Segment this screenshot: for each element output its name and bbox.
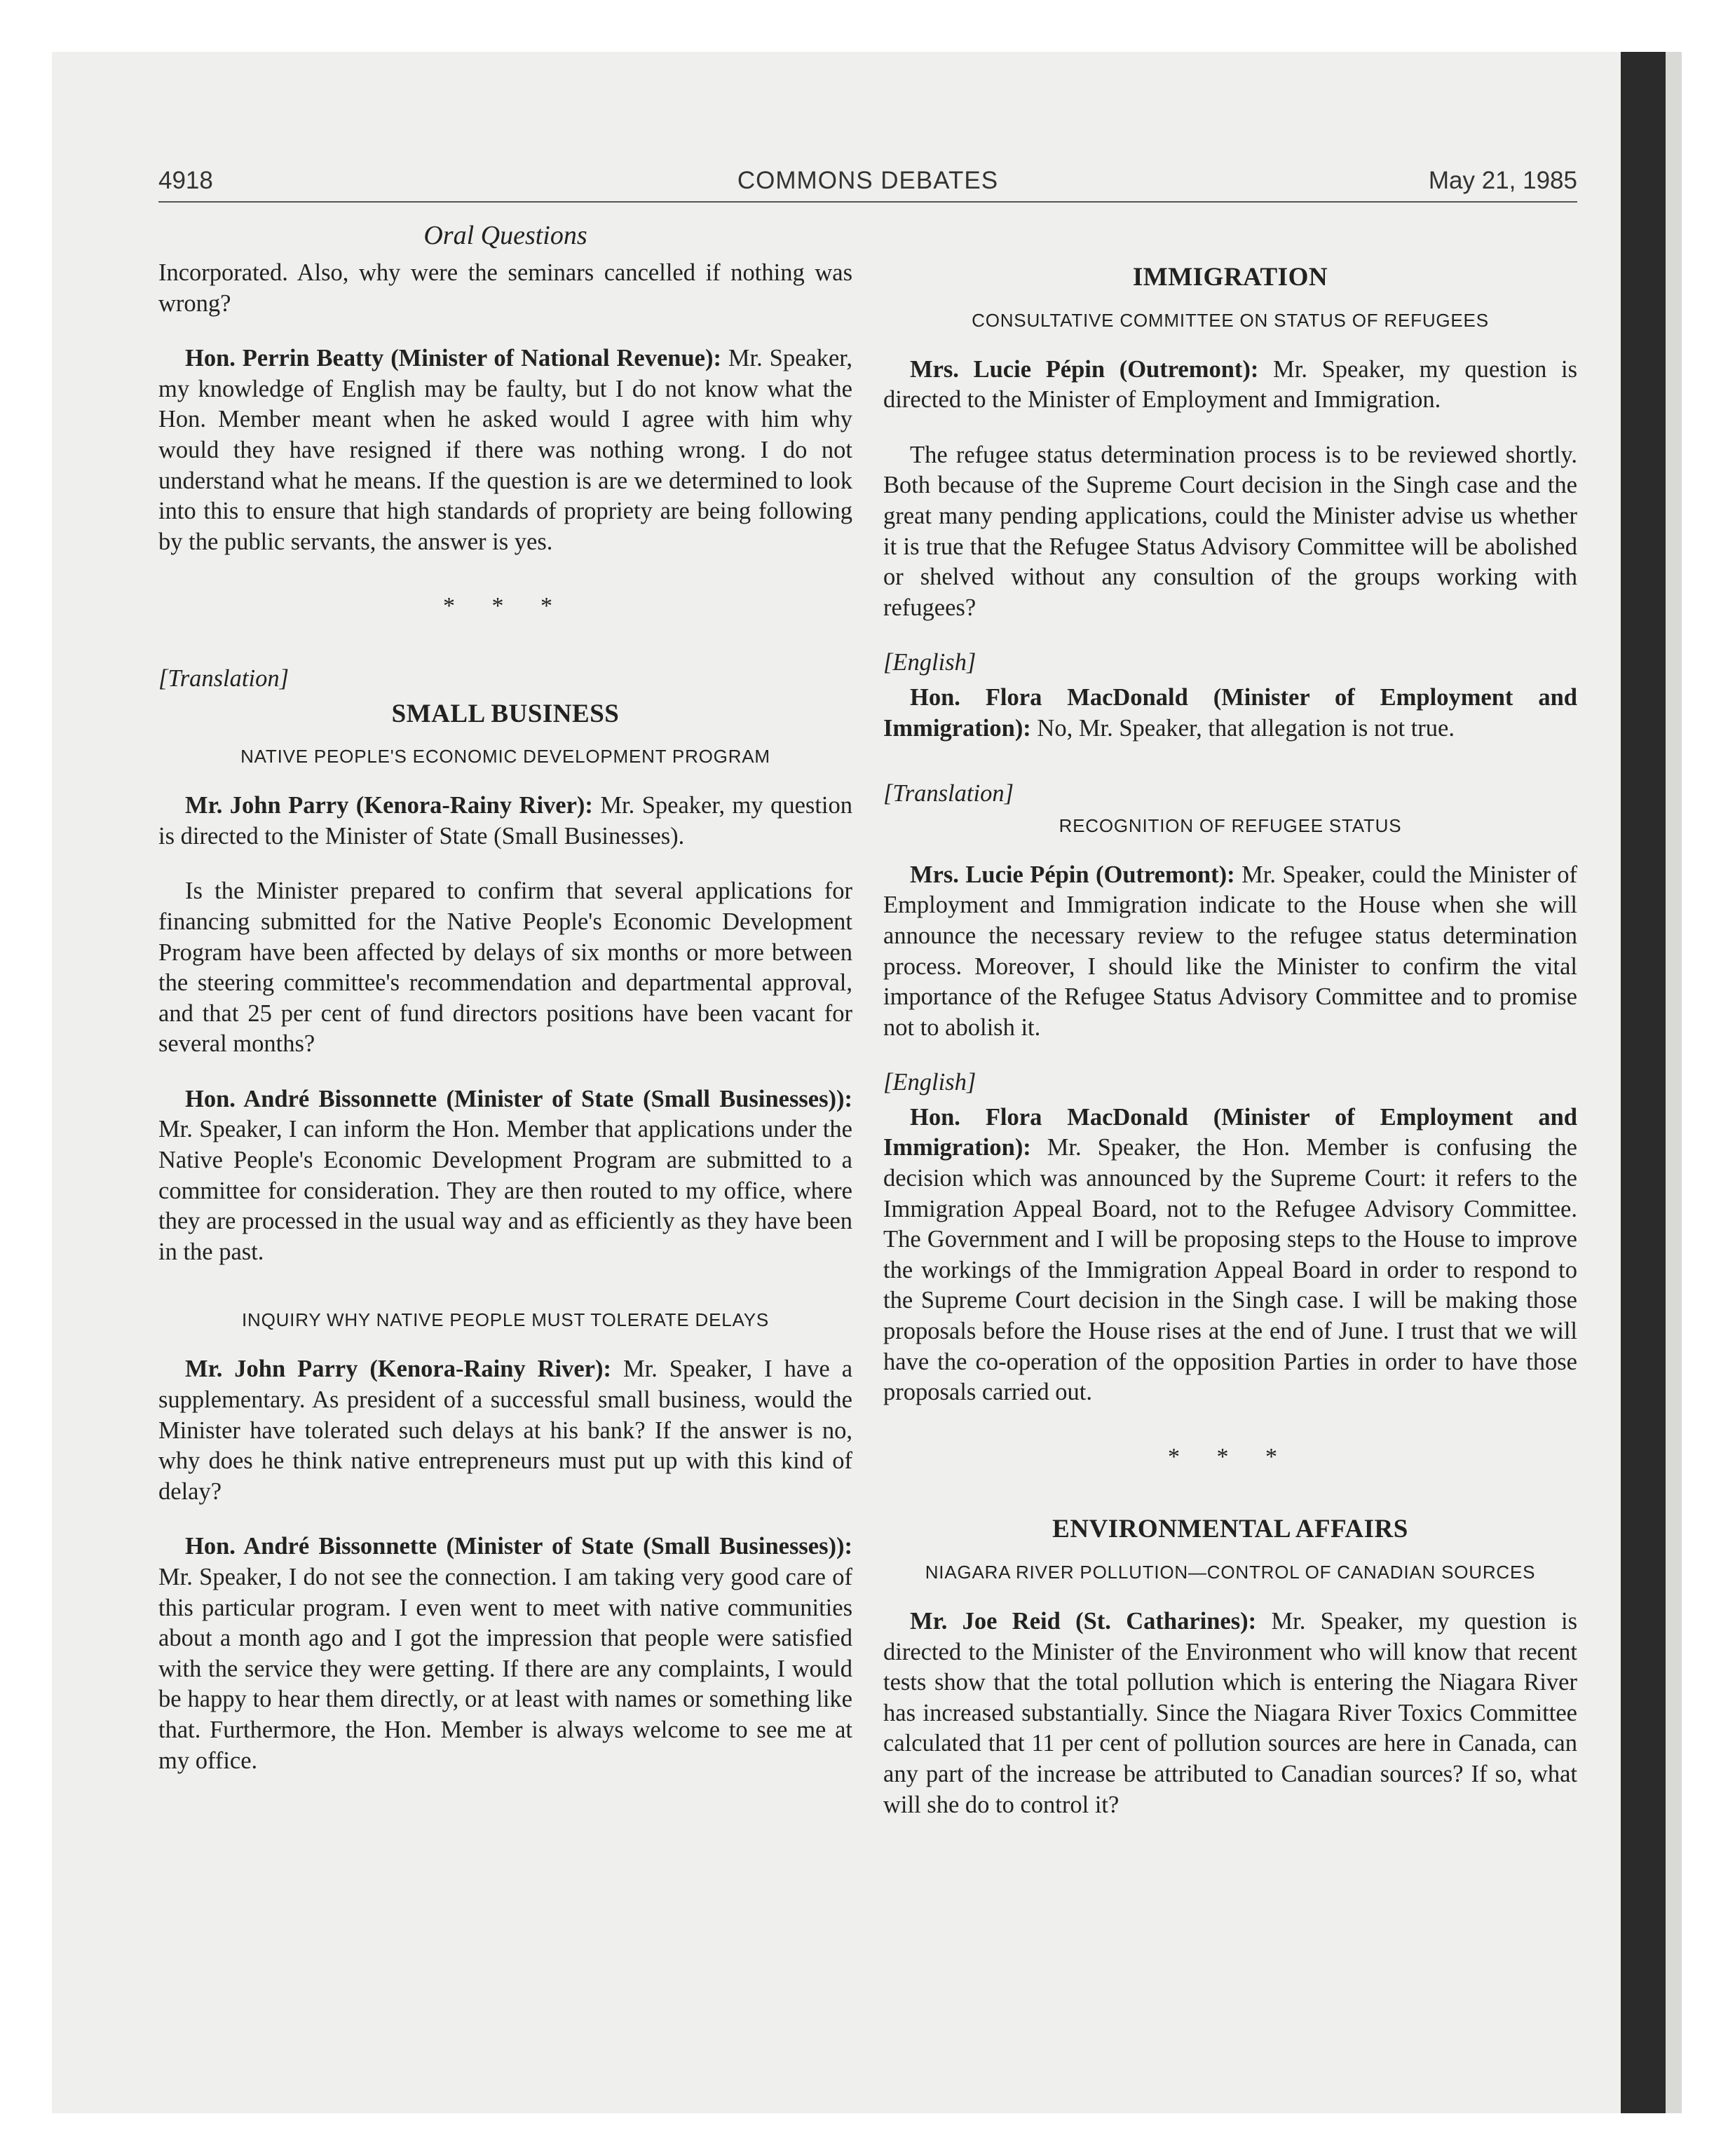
speaker-name: Mr. John Parry (Kenora-Rainy River): — [185, 792, 593, 819]
language-note: [English] — [883, 1069, 977, 1096]
section-divider: * * * — [1168, 1443, 1293, 1470]
header-rule — [158, 201, 1577, 203]
paragraph — [883, 683, 1577, 744]
section-divider: * * * — [443, 593, 568, 620]
scan-margin-strip — [1666, 52, 1682, 2113]
speech-text: Mr. Speaker, could the Minister of Employment and Immigration indicate to the House when she will announce the necessary review to the refugee status determination process. Moreover, I should like the Minister to confirm the vital importance of the Refugee Status Advisory Committee and to promise not to abolish it. — [883, 861, 1577, 1041]
speech-text: Mr. Speaker, I do not see the connection. I am taking very good care of this particular program. I even went to meet with native communities about a month ago and I got the impression that people were satisfied with the service they were getting. If there are any complaints, I would be happy to hear them directly, or at least with names or something like that. Furthermore, the Hon. Member is always welcome to see me at my office. — [158, 1564, 852, 1774]
paragraph: Incorporated. Also, why were the seminars cancelled if nothing was wrong? — [158, 259, 852, 317]
speech-text: Mr. Speaker, I can inform the Hon. Member that applications under the Native People's Economic Development Program are submitted to a committee for consideration. They are then routed to my office, where they are processed in the usual way and as efficiently as they have been in the past. — [158, 1116, 852, 1265]
language-note: [Translation] — [158, 664, 289, 692]
speech-text: Mr. Speaker, I have a supplementary. As president of a successful small business, would the Minister have tolerated such delays at his bank? If the answer is no, why does he think native entrepreneurs must put up with this kind of delay? — [158, 1356, 853, 1505]
subsection-heading: INQUIRY WHY NATIVE PEOPLE MUST TOLERATE DELAYS — [241, 1309, 769, 1331]
speaker-name: Hon. Flora MacDonald (Minister of Employment and Immigration): — [883, 1103, 1577, 1161]
speech-text: No, Mr. Speaker, that allegation is not true. — [1030, 714, 1455, 742]
publication-title: COMMONS DEBATES — [737, 167, 999, 194]
paragraph: Is the Minister prepared to confirm that several applications for financing submitted for the Native People's Economic Development Program have been affected by delays of six months or more between the steering committee's recommendation and departmental approval, and that 25 per cent of fund directors positions have been vacant for several months? — [158, 878, 852, 1058]
section-heading: ENVIRONMENTAL AFFAIRS — [1052, 1515, 1408, 1544]
paragraph — [158, 1531, 852, 1776]
speech-text: Mr. Speaker, my question is directed to the Minister of Employment and Immigration. — [883, 355, 1578, 414]
running-head: Oral Questions — [423, 221, 587, 250]
speech-text: Mr. Speaker, the Hon. Member is confusing the decision which was announced by the Supreme Court: it refers to the Immigration Appeal Board, not to the Refugee Advisory Committee. The Government and I will be proposing steps to the House to improve the workings of the Immigration Appeal Board in order to respond to the Supreme Court decision in the Singh case. I will be making those proposals before the House rises at the end of June. I trust that we will have the co-operation of the opposition Parties in order to have those proposals carried out. — [883, 1134, 1577, 1406]
subsection-heading: RECOGNITION OF REFUGEE STATUS — [1059, 814, 1402, 836]
speaker-name: Hon. Perrin Beatty (Minister of National Revenue): — [185, 345, 721, 372]
paragraph — [158, 343, 852, 557]
section-heading: SMALL BUSINESS — [391, 699, 620, 728]
speaker-name: Mr. Joe Reid (St. Catharines): — [910, 1608, 1257, 1635]
speaker-name: Hon. Flora MacDonald (Minister of Employment and Immigration): — [883, 683, 1577, 742]
paragraph — [158, 791, 852, 852]
speech-text: Mr. Speaker, my question is directed to the Minister of State (Small Businesses). — [158, 792, 852, 850]
paragraph: The refugee status determination process is to be reviewed shortly. Both because of the Supreme Court decision in the Singh case and the great many pending applications, could the Minister advise us whether it is true that the Refugee Status Advisory Committee will be abolished or shelved without any consultion of the groups working with refugees? — [883, 441, 1577, 621]
speech-text: Mr. Speaker, my question is directed to the Minister of the Environment who will know that recent tests show that the total pollution which is entering the Niagara River has increased substantially. Since the Niagara River Toxics Committee calculated that 11 per cent of pollution sources are here in Canada, can any part of the increase be attributed to Canadian sources? If so, what will she do to control it? — [883, 1608, 1577, 1818]
publication-date: May 21, 1985 — [1428, 167, 1577, 194]
page-number: 4918 — [158, 167, 213, 194]
paragraph — [158, 1354, 852, 1507]
right-column — [883, 258, 1577, 1845]
paragraph — [883, 860, 1577, 1044]
paragraph — [883, 1103, 1577, 1408]
speaker-name: Hon. André Bissonnette (Minister of State (Small Businesses)): — [185, 1085, 852, 1112]
paragraph — [883, 1606, 1577, 1820]
speaker-name: Mrs. Lucie Pépin (Outremont): — [910, 861, 1235, 888]
paragraph — [883, 355, 1577, 416]
speaker-name: Mrs. Lucie Pépin (Outremont): — [910, 355, 1259, 383]
language-note: [English] — [883, 649, 977, 676]
scan-binding-edge — [1621, 52, 1666, 2113]
page-header — [158, 167, 1577, 200]
subsection-heading: CONSULTATIVE COMMITTEE ON STATUS OF REFUGEES — [972, 309, 1489, 331]
section-heading: IMMIGRATION — [1132, 263, 1328, 292]
subsection-heading: NIAGARA RIVER POLLUTION—CONTROL OF CANADIAN SOURCES — [925, 1562, 1536, 1583]
subsection-heading: NATIVE PEOPLE'S ECONOMIC DEVELOPMENT PROGRAM — [240, 746, 770, 767]
speaker-name: Mr. John Parry (Kenora-Rainy River): — [185, 1356, 611, 1383]
paragraph — [158, 1084, 852, 1268]
speaker-name: Hon. André Bissonnette (Minister of State (Small Businesses)): — [185, 1533, 852, 1560]
language-note: [Translation] — [883, 780, 1014, 807]
left-column — [158, 258, 852, 1801]
speech-text: Mr. Speaker, my knowledge of English may be faulty, but I do not know what the Hon. Member meant when he asked would I agree with him why would they have resigned if there was nothing wrong. I do not understand what he means. If the question is are we determined to look into this to ensure that high standards of propriety are being following by the public servants, the answer is yes. — [158, 345, 853, 555]
